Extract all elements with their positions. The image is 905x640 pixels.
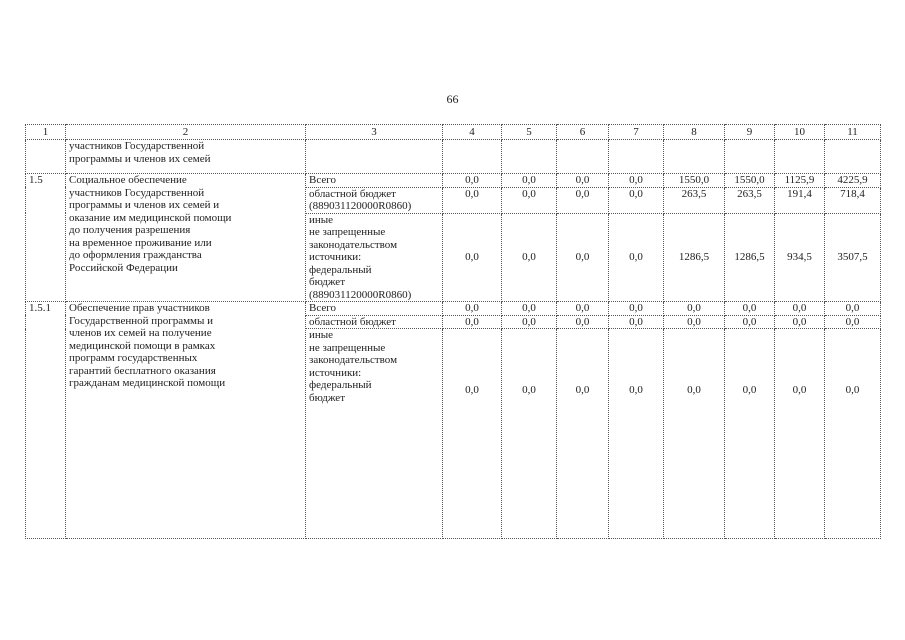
funding-source [306, 140, 443, 174]
table-row [26, 302, 881, 316]
value-cell: 0,0 [502, 213, 557, 302]
value-cell: 4225,9 [825, 174, 881, 188]
value-cell: 0,0 [775, 302, 825, 316]
value-cell: 0,0 [557, 302, 609, 316]
value-cell: 1286,5 [725, 213, 775, 302]
value-cell: 263,5 [664, 187, 725, 213]
funding-source: иные не запрещенные законодательством источники: федеральный бюджет (889031120000R0860) [306, 213, 443, 302]
value-cell: 0,0 [664, 302, 725, 316]
column-number: 8 [664, 125, 725, 140]
funding-source: Всего [306, 302, 443, 316]
value-cell: 0,0 [443, 315, 502, 329]
value-cell: 0,0 [609, 315, 664, 329]
funding-source: Всего [306, 174, 443, 188]
funding-source: областной бюджет [306, 315, 443, 329]
value-cell: 0,0 [502, 187, 557, 213]
value-cell: 0,0 [502, 315, 557, 329]
column-number: 7 [609, 125, 664, 140]
value-cell: 0,0 [825, 302, 881, 316]
value-cell: 191,4 [775, 187, 825, 213]
value-cell: 0,0 [609, 302, 664, 316]
value-cell: 0,0 [725, 329, 775, 539]
value-cell: 0,0 [825, 315, 881, 329]
value-cell: 0,0 [725, 315, 775, 329]
value-cell: 1550,0 [725, 174, 775, 188]
value-cell: 0,0 [609, 213, 664, 302]
continuation-row [26, 140, 881, 174]
value-cell: 0,0 [443, 213, 502, 302]
value-cell: 0,0 [443, 329, 502, 539]
column-number: 3 [306, 125, 443, 140]
value-cell: 3507,5 [825, 213, 881, 302]
funding-source: областной бюджет (889031120000R0860) [306, 187, 443, 213]
value-cell: 0,0 [443, 174, 502, 188]
value-cell: 0,0 [664, 315, 725, 329]
value-cell: 0,0 [557, 213, 609, 302]
value-cell: 718,4 [825, 187, 881, 213]
column-number: 11 [825, 125, 881, 140]
value-cell: 0,0 [502, 174, 557, 188]
value-cell: 1286,5 [664, 213, 725, 302]
value-cell: 0,0 [502, 329, 557, 539]
column-number: 4 [443, 125, 502, 140]
value-cell: 0,0 [557, 187, 609, 213]
funding-source: иные не запрещенные законодательством источники: федеральный бюджет [306, 329, 443, 539]
value-cell: 0,0 [725, 302, 775, 316]
column-number: 1 [26, 125, 66, 140]
value-cell: 0,0 [557, 315, 609, 329]
value-cell: 0,0 [443, 302, 502, 316]
page-number: 66 [446, 92, 459, 106]
budget-table [25, 124, 881, 539]
value-cell: 0,0 [664, 329, 725, 539]
value-cell: 1125,9 [775, 174, 825, 188]
value-cell: 0,0 [775, 315, 825, 329]
table-row [26, 174, 881, 188]
item-name: Социальное обеспечение участников Государственной программы и членов их семей и оказание им медицинской помощи до получения разрешения на временное проживание или до оформления гражданства Российской Федерации [66, 174, 306, 302]
value-cell: 0,0 [557, 174, 609, 188]
value-cell: 0,0 [443, 187, 502, 213]
item-name: Обеспечение прав участников Государственной программы и членов их семей на получение медицинской помощи в рамках программ государственных гарантий бесплатного оказания гражданам медицинской помощи [66, 302, 306, 539]
value-cell: 0,0 [609, 187, 664, 213]
value-cell: 0,0 [825, 329, 881, 539]
value-cell: 0,0 [775, 329, 825, 539]
item-code: 1.5 [26, 174, 66, 302]
column-number: 5 [502, 125, 557, 140]
item-name: участников Государственной программы и членов их семей [66, 140, 306, 174]
item-code: 1.5.1 [26, 302, 66, 539]
column-number: 10 [775, 125, 825, 140]
item-code [26, 140, 66, 174]
value-cell: 0,0 [609, 174, 664, 188]
column-number: 6 [557, 125, 609, 140]
column-number: 2 [66, 125, 306, 140]
column-number-row [26, 125, 881, 140]
value-cell: 263,5 [725, 187, 775, 213]
value-cell: 0,0 [502, 302, 557, 316]
value-cell: 0,0 [609, 329, 664, 539]
column-number: 9 [725, 125, 775, 140]
value-cell: 0,0 [557, 329, 609, 539]
value-cell: 1550,0 [664, 174, 725, 188]
value-cell: 934,5 [775, 213, 825, 302]
